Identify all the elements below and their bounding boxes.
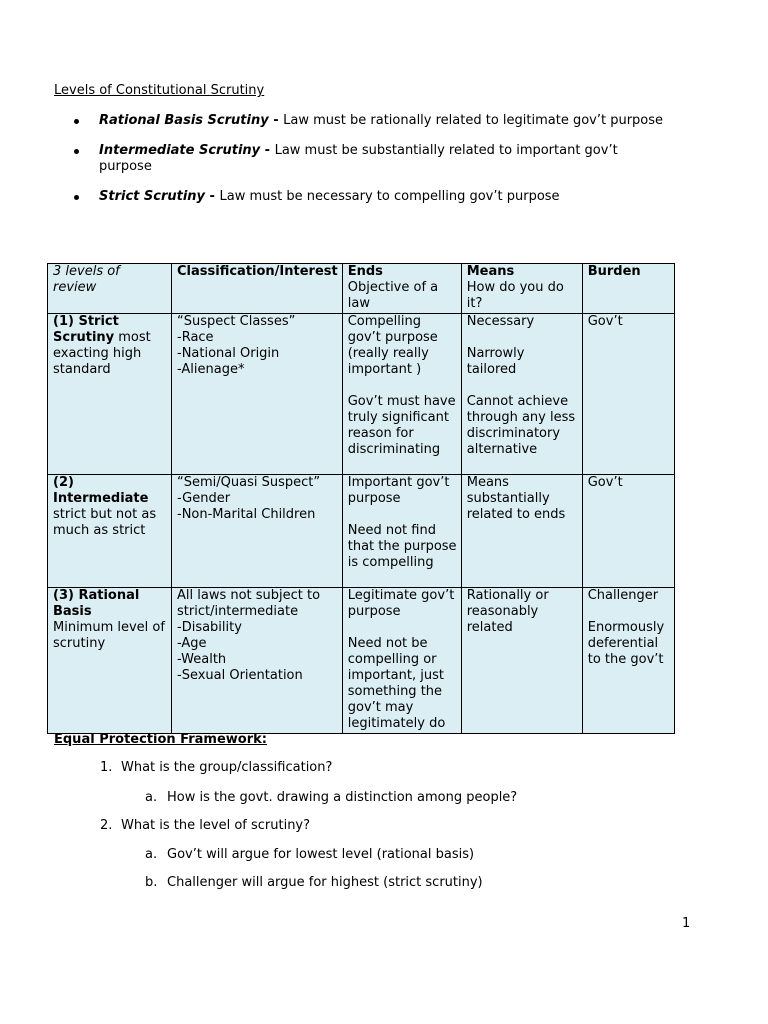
step-text: What is the level of scrutiny?: [121, 818, 311, 833]
table-row-intermediate: [48, 475, 675, 588]
level-title: (3) Rational Basis: [53, 588, 140, 619]
substep-text: How is the govt. drawing a distinction among people?: [167, 790, 518, 805]
means-line: Necessary: [466, 314, 535, 329]
ends-spacer: [348, 378, 457, 394]
step-number: 2.: [100, 818, 113, 833]
bullet-separator: -: [268, 113, 284, 128]
header-ends: Ends: [347, 264, 383, 279]
means-spacer: [467, 378, 578, 394]
classification-line: All laws not subject to strict/intermediate: [177, 588, 321, 619]
page-number: 1: [682, 916, 691, 931]
table-header-row: [48, 264, 675, 314]
burden-line: Challenger: [587, 588, 659, 603]
level-title: (1) Strict Scrutiny: [53, 314, 119, 345]
substep-letter: b.: [145, 875, 158, 890]
burden-cell: [582, 314, 674, 475]
bullet-dot-icon: [74, 195, 79, 200]
bullet-term: Intermediate Scrutiny: [99, 143, 261, 158]
substep-text: Gov’t will argue for lowest level (rational basis): [167, 847, 475, 862]
classification-line: -Non-Marital Children: [177, 507, 316, 522]
bullet-text: Law must be necessary to compelling gov’t purpose: [219, 189, 560, 204]
ends-line: Important gov’t purpose: [347, 475, 450, 506]
ends-line: Legitimate gov’t purpose: [347, 588, 455, 619]
means-cell: [461, 314, 582, 475]
header-classification: Classification/Interest: [177, 264, 338, 279]
bullet-separator: -: [205, 189, 220, 204]
burden-cell: [582, 475, 674, 588]
ends-line: Need not find that the purpose is compelling: [347, 523, 457, 570]
means-spacer: [467, 330, 578, 346]
level-cell: [48, 588, 172, 734]
level-desc: strict but not as much as strict: [53, 507, 157, 538]
classification-cell: [172, 314, 343, 475]
classification-line: -Wealth: [177, 652, 227, 667]
means-line: Narrowly tailored: [466, 346, 525, 377]
bullet-rational-basis: [54, 113, 664, 129]
ends-cell: [342, 475, 461, 588]
ends-line: Compelling gov’t purpose (really really important ): [347, 314, 438, 377]
header-ends-sub: Objective of a law: [347, 280, 439, 311]
level-title: (2) Intermediate: [53, 475, 149, 506]
ends-spacer: [348, 620, 457, 636]
bullet-term: Rational Basis Scrutiny: [99, 113, 269, 128]
substep-letter: a.: [145, 790, 158, 805]
table-row-strict: [48, 314, 675, 475]
bullet-term: Strict Scrutiny: [99, 189, 206, 204]
header-levels: 3 levels of review: [53, 264, 120, 295]
classification-line: -National Origin: [177, 346, 280, 361]
header-means-sub: How do you do it?: [466, 280, 564, 311]
header-classification-cell: [172, 264, 343, 314]
substep-letter: a.: [145, 847, 158, 862]
classification-line: “Semi/Quasi Suspect”: [177, 475, 321, 490]
burden-line: Gov’t: [587, 314, 623, 329]
means-line: Means substantially related to ends: [466, 475, 566, 522]
classification-line: -Sexual Orientation: [177, 668, 303, 683]
classification-line: -Age: [177, 636, 207, 651]
classification-line: -Gender: [177, 491, 231, 506]
classification-line: “Suspect Classes”: [177, 314, 296, 329]
classification-line: -Race: [177, 330, 214, 345]
classification-line: -Disability: [177, 620, 242, 635]
header-means: Means: [466, 264, 515, 279]
burden-spacer: [588, 604, 670, 620]
ends-line: Gov’t must have truly significant reason for discriminating: [347, 394, 456, 457]
burden-line: Enormously deferential to the gov’t: [587, 620, 665, 667]
burden-cell: [582, 588, 674, 734]
scrutiny-table: [47, 263, 675, 734]
bullet-dot-icon: [74, 149, 79, 154]
means-line: Rationally or reasonably related: [466, 588, 549, 635]
burden-line: Gov’t: [587, 475, 623, 490]
header-burden: Burden: [587, 264, 641, 279]
header-means-cell: [461, 264, 582, 314]
bullet-intermediate: [54, 143, 664, 175]
ends-spacer: [348, 507, 457, 523]
scrutiny-bullet-list: [54, 113, 664, 219]
page-title: Levels of Constitutional Scrutiny: [54, 83, 265, 98]
means-cell: [461, 588, 582, 734]
step-number: 1.: [100, 760, 113, 775]
classification-cell: [172, 475, 343, 588]
means-line: Cannot achieve through any less discriminatory alternative: [466, 394, 576, 457]
classification-cell: [172, 588, 343, 734]
table-row-rational: [48, 588, 675, 734]
bullet-text: Law must be rationally related to legitimate gov’t purpose: [283, 113, 664, 128]
ends-cell: [342, 314, 461, 475]
bullet-text: Law must be substantially related to important gov’t purpose: [99, 143, 618, 174]
means-cell: [461, 475, 582, 588]
bullet-separator: -: [260, 143, 275, 158]
header-ends-cell: [342, 264, 461, 314]
substep-text: Challenger will argue for highest (strict scrutiny): [167, 875, 483, 890]
bullet-dot-icon: [74, 119, 79, 124]
step-text: What is the group/classification?: [121, 760, 333, 775]
level-cell: [48, 475, 172, 588]
header-levels-cell: [48, 264, 172, 314]
framework-title: Equal Protection Framework:: [54, 732, 267, 747]
bullet-strict: [54, 189, 664, 205]
header-burden-cell: [582, 264, 674, 314]
level-cell: [48, 314, 172, 475]
ends-cell: [342, 588, 461, 734]
level-desc: Minimum level of scrutiny: [53, 620, 165, 651]
ends-line: Need not be compelling or important, just something the gov’t may legitimately do: [347, 636, 446, 731]
level-desc: most exacting high standard: [53, 330, 151, 377]
classification-line: -Alienage*: [177, 362, 245, 377]
